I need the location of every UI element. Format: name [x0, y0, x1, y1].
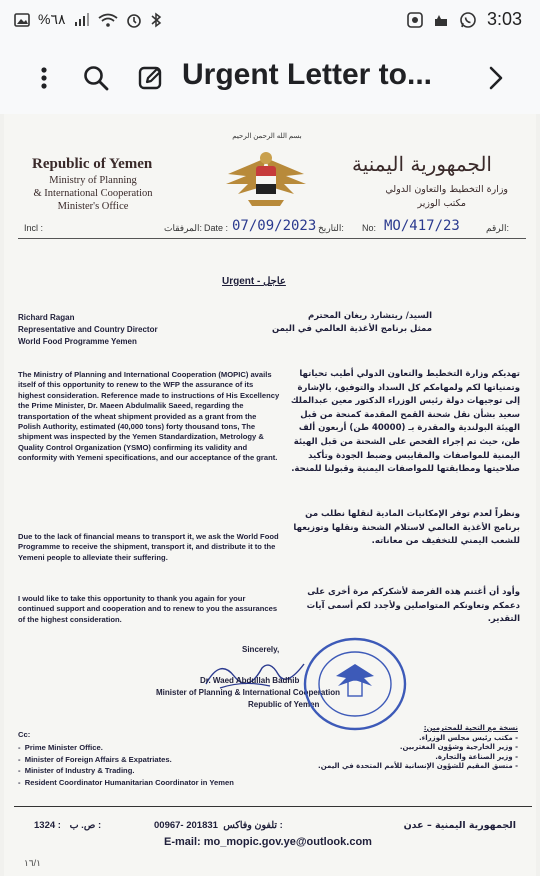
image-notification-icon: [14, 12, 30, 28]
header-en-line1: Ministry of Planning: [49, 175, 137, 186]
cc-en-item: - Minister of Foreign Affairs & Expatriates.: [18, 754, 172, 764]
status-bar: [0, 0, 540, 42]
wifi-icon: [98, 13, 118, 27]
more-options-button[interactable]: [26, 60, 62, 96]
chevron-right-icon: [487, 65, 505, 91]
body-ar-paragraph-1: تهديكم وزارة التخطيط والتعاون الدولي أطيب تحياتها وتمنياتها لكم ولمهامكم كل السداد والتوفيق، بالإشارة إلى توجيهات دولة رئيس الوزراء الدكتور معين عبدالملك سعيد بشأن نقل شحنة القمح المقدمة كمنحة من قبل الهيئة البولندية والمقدرة بـ (40000 طن) أربعون ألف طن، حيث تم إجراء الفحص على الشحنة من قبل الهيئة اليمنية للمواصفات والمقاييس وضبط الجودة وتأكيد صلاحيتها ومطابقتها للمواصفات اليمنية وقبولنا للمنحة.: [290, 369, 520, 475]
yemen-emblem-icon: [218, 144, 314, 214]
cc-en-item: - Resident Coordinator Humanitarian Coordinator in Yemen: [18, 777, 234, 787]
document-title: Urgent Letter to...: [182, 58, 433, 91]
recipient-ar: [232, 310, 432, 336]
cc-ar-item: - وزير الخارجية وشؤون المغتربين.: [399, 743, 518, 751]
no-label: No:: [362, 223, 377, 233]
body-en-paragraph-3: I would like to take this opportunity to thank you again for your continued support and cooperation and to renew to you the assurances of the highest consideration.: [18, 594, 278, 624]
no-value: MO/417/23: [384, 218, 460, 234]
screen-record-icon: [407, 12, 423, 28]
recipient-en: [18, 312, 158, 348]
bluetooth-icon: [150, 12, 162, 28]
header-ar-line2: مكتب الوزير: [417, 198, 466, 209]
phone: 00967- 201831 تلفون وفاكس :: [154, 820, 283, 831]
date-label: Date :: [204, 223, 229, 233]
header-en-title: Republic of Yemen: [32, 156, 153, 172]
cc-en-item: - Prime Minister Office.: [18, 743, 103, 752]
reference-bar: [18, 218, 526, 239]
incl-label: Incl :: [24, 223, 44, 233]
search-icon: [83, 65, 109, 91]
no-ar-label: الرقم:: [486, 223, 510, 233]
recipient-ar-org: ممثل برنامج الأغذية العالمي في اليمن: [271, 324, 432, 334]
recipient-title: Representative and Country Director: [18, 325, 158, 334]
pobox: 1324 : ص. ب :: [34, 820, 102, 831]
signer-name: Dr. Waed Abdullah Badhib: [200, 676, 300, 685]
cc-en-list: [18, 742, 234, 788]
attachments-ar-label: المرفقات:: [164, 223, 202, 233]
body-en-paragraph-1: The Ministry of Planning and International Cooperation (MOPIC) avails itself of this opportunity to renew to the WFP the assurance of its highest consideration. Reference made to instructions of His Excellency the Prime Minister, Dr. Maeen Abdulmalik Saeed, regarding the transportation of the wheat shipment provided as a grant from the Polish Authority, estimated (40,000 tons) forty thousand tons, The shipment was inspected by the Yemen Standardization, Metrology & Quality Control Organization (YSMO) confirming its validity and conformity with Yemeni specifications, and our acceptance of the grant.: [18, 370, 280, 463]
body-ar-paragraph-3: وأود أن أغتنم هذه الفرصة لأشكركم مرة أخرى على دعمكم وتعاونكم المتواصلين ولأجدد لكم أسمى آيات التقدير.: [306, 587, 520, 625]
official-stamp-icon: [300, 634, 410, 734]
next-button[interactable]: [478, 60, 514, 96]
signer-title: Minister of Planning & International Cooperation: [156, 688, 341, 697]
email: E-mail: mo_mopic.gov.ye@outlook.com: [164, 836, 372, 848]
media-icon: [433, 12, 449, 28]
cc-ar-item: - وزير الصناعة والتجارة.: [435, 752, 518, 761]
cc-ar-item: - منسق المقيم للشؤون الإنسانية للأمم المتحدة في اليمن.: [318, 762, 518, 770]
cc-label: Cc:: [18, 730, 31, 739]
date-ar-label: التاريخ:: [318, 223, 344, 233]
header-en-line2: & International Cooperation: [33, 188, 153, 199]
edit-icon: [138, 65, 164, 91]
closing: Sincerely,: [242, 645, 280, 654]
urgent-label: Urgent - عاجل: [222, 276, 286, 287]
body-en-paragraph-2: Due to the lack of financial means to transport it, we ask the World Food Programme to receive the shipment, transport it, and distribute it to the Yemeni people to alleviate their suffering.: [18, 532, 279, 562]
body-ar-paragraph-2: ونظراً لعدم توفر الإمكانيات المادية لنقلها نطلب من برنامج الأغذية العالمي لاستلام الشحنة ونقلها وتوزيعها للشعب اليمني للتخفيف من معاناته.: [293, 509, 520, 547]
page-mark: ١٦/١: [24, 858, 42, 868]
footer-divider: [14, 806, 532, 807]
address-ar: الجمهورية اليمنية – عدن: [403, 820, 516, 831]
emblem-caption: بسم الله الرحمن الرحيم: [232, 133, 302, 140]
signer-country: Republic of Yemen: [248, 700, 320, 709]
document-view[interactable]: [0, 114, 540, 876]
battery-text: %٦٨: [38, 11, 66, 27]
search-button[interactable]: [78, 60, 114, 96]
letter-page: [4, 114, 536, 876]
cc-ar-list: [298, 724, 518, 772]
whatsapp-icon: [459, 11, 477, 29]
header-en-line3: Minister's Office: [57, 201, 129, 212]
recipient-org: World Food Programme Yemen: [18, 337, 137, 346]
clock: 3:03: [486, 9, 522, 29]
cc-en-item: - Minister of Industry & Trading.: [18, 766, 135, 775]
cc-ar-label: نسخة مع التحية للمحترمين:: [423, 724, 518, 732]
signal-icon: [74, 13, 90, 27]
header-ar-line1: وزارة التخطيط والتعاون الدولي: [385, 184, 508, 195]
date-value: 07/09/2023: [232, 218, 317, 234]
recipient-name: Richard Ragan: [18, 313, 75, 322]
recipient-ar-name: السيد/ ريتشارد ريغان المحترم: [307, 311, 432, 321]
cc-ar-item: - مكتب رئيس مجلس الوزراء.: [419, 733, 518, 742]
app-toolbar: [0, 42, 540, 114]
more-vertical-icon: [40, 66, 48, 90]
header-ar-title: الجمهورية اليمنية: [351, 152, 492, 176]
edit-button[interactable]: [133, 60, 169, 96]
alarm-icon: [126, 12, 142, 28]
